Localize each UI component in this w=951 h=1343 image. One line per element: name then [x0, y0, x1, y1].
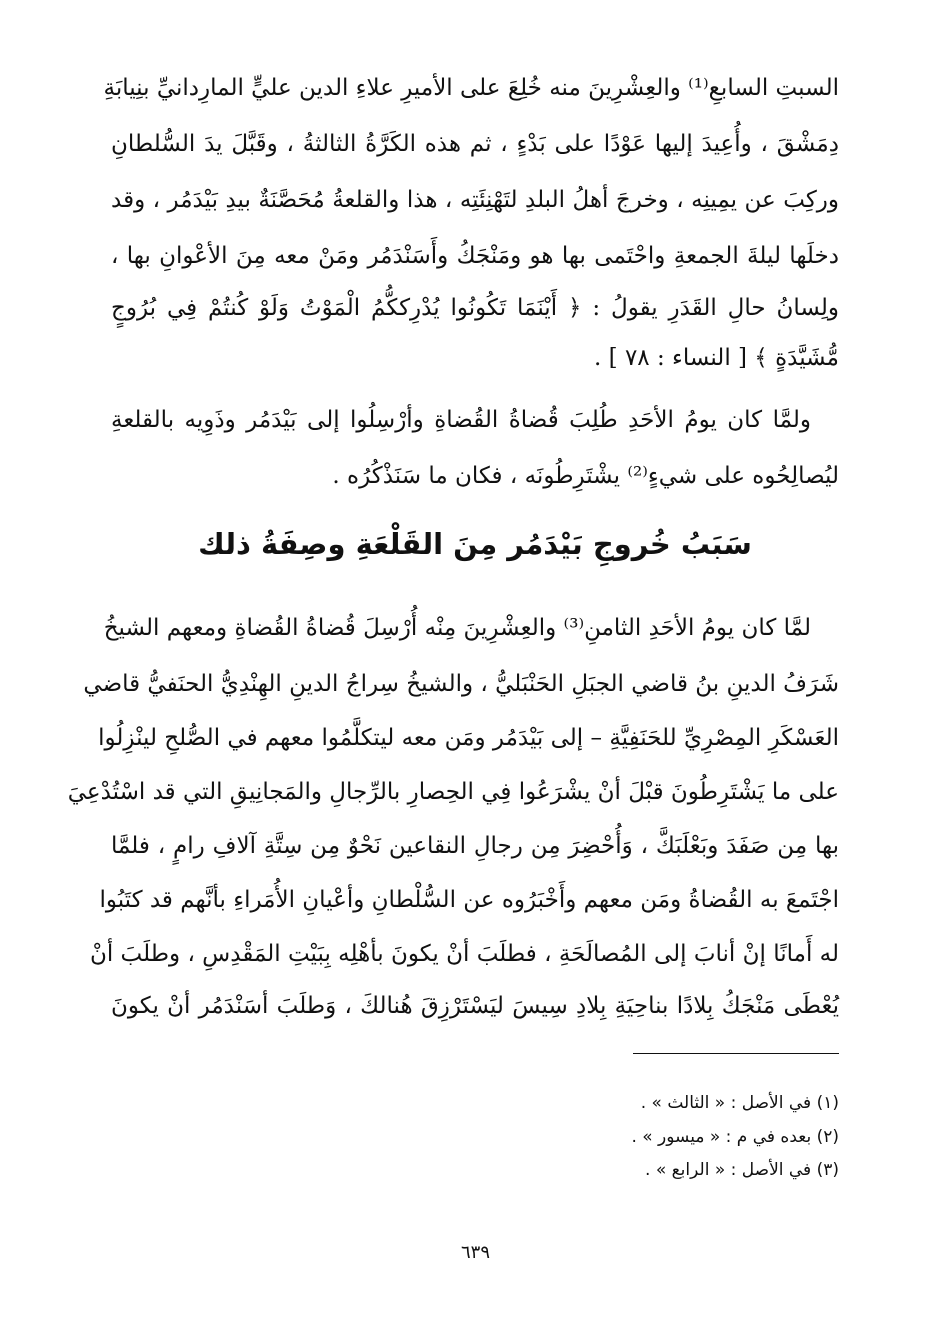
text-line: وركِبَ عن يمِينِه ، وخرجَ أهلُ البلدِ لتَهْنِئَتِه ، هذا والقلعةُ مُحَصَّنَةٌ بيدِ بَيْدَمُر ، وقد [111, 187, 839, 213]
section-heading: سَبَبُ خُروجِ بَيْدَمُر مِنَ القَلْعَةِ وصِفَةُ ذلك [198, 527, 752, 561]
text-line: بها مِن صَفَدَ وبَعْلَبَكَّ ، وَأُحْضِرَ مِن رجالِ النقاعين نَحْوٌ مِن سِتَّةِ آلافِ رامٍ ، فلمَّا [111, 833, 839, 859]
text-line: يُعْطَى مَنْجَكُ بِلادًا بناحِيَةِ بِلادِ سِيسَ ليَسْتَرْزِقَ هُنالكَ ، وَطلَبَ أسَنْدَمُر أنْ يكونَ [111, 993, 839, 1019]
text-line: ولمَّا كان يومُ الأحَدِ طُلِبَ قُضاةُ القُضاةِ وأرْسِلُوا إلى بَيْدَمُر وذَوِيه بالقلعةِ [111, 407, 811, 433]
text-line: شَرَفُ الدينِ بنُ قاضي الجبَلِ الحَنْبَليُّ ، والشيخُ سِراجُ الدينِ الهِنْدِيُّ الحنَفيُّ قاضي [83, 671, 839, 697]
text-line: دخلَها ليلةَ الجمعةِ واحْتَمى بها هو ومَنْجَكُ وأَسَنْدَمُر ومَنْ معه مِنَ الأعْوانِ بها ، [111, 243, 839, 269]
text-line: ليُصالِحُوه على شيءٍ⁽²⁾ يشْتَرِطُونَه ، فكان ما سَنَذْكُرُه . [332, 463, 839, 489]
footnote: (١) في الأصل : « الثالث » . [640, 1093, 839, 1113]
text-line: اجْتَمعَ به القُضاةُ ومَن معهم وأَخْبَرُوه عن السُّلْطانِ وأعْيانِ الأُمَراءِ بأنَّهم قد كتَبُوا [99, 887, 839, 913]
text-line: له أَمانًا إنْ أنابَ إلى المُصالَحَةِ ، فطلَبَ أنْ يكونَ بأهْلِه بِبَيْتِ المَقْدِسِ ، وطلَبَ أنْ [89, 941, 839, 967]
text-line: لمَّا كان يومُ الأحَدِ الثامنِ⁽³⁾ والعِشْرِينَ مِنْه أُرْسِلَ قُضاةُ القُضاةِ ومعهم الشيخُ [103, 615, 811, 641]
text-line: دِمَشْقَ ، وأُعِيدَ إليها عَوْدًا على بَدْءٍ ، ثم هذه الكَرَّةُ الثالثةُ ، وقَبَّلَ يدَ السُّلطانِ [111, 131, 839, 157]
footnote: (٢) بعده في م : « ميسور » . [631, 1127, 839, 1147]
text-line: العَسْكَرِ المِصْرِيِّ للحَنَفِيَّةِ – إلى بَيْدَمُر ومَن معه ليتكلَّمُوا معهم في الصُّلحِ لينْزِلُوا [98, 725, 839, 751]
text-line: السبتِ السابعِ⁽¹⁾ والعِشْرِينَ منه خُلِعَ على الأميرِ علاءِ الدين عليٍّ المارِدانيِّ بنِيابَةِ [103, 75, 839, 101]
text-line: على ما يَشْتَرِطُونَ قبْلَ أنْ يشْرَعُوا فِي الحِصارِ بالرِّجالِ والمَجانِيقِ التي قد اسْتُدْعِيَ [67, 779, 839, 805]
text-line: ولِسانُ حالِ القَدَرِ يقولُ : ﴿ أَيْنَمَا تَكُونُوا يُدْرِككُّمُ الْمَوْتُ وَلَوْ كُنتُمْ فِي بُرُوجٍ [111, 295, 839, 321]
footnote-divider [633, 1053, 839, 1054]
footnote: (٣) في الأصل : « الرابع » . [645, 1160, 839, 1180]
text-line: مُّشَيَّدَةٍ ﴾ [ النساء : ٧٨ ] . [594, 345, 839, 371]
page-number: ٦٣٩ [460, 1242, 490, 1263]
